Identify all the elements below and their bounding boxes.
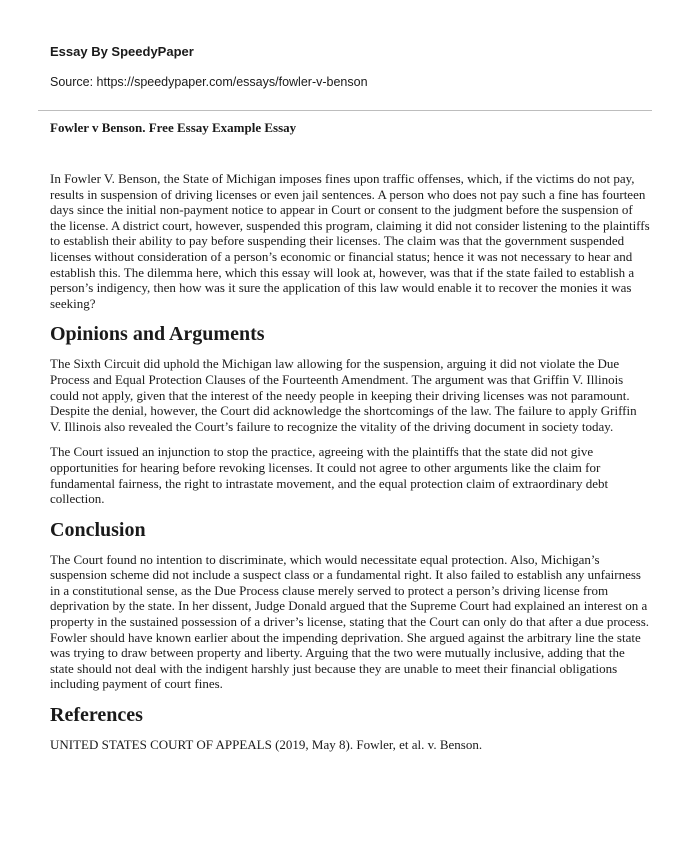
section-heading-opinions: Opinions and Arguments <box>50 323 265 346</box>
conclusion-paragraph: The Court found no intention to discriminate, which would necessitate equal protection. Also, Michigan’s suspension scheme did not include a suspect class or a fundamental right. It also failed to establish any unfairness in a constitutional sense, as the Due Process clause merely served to protect a person’s driving license from deprivation by the state. In her dissent, Judge Donald argued that the Supreme Court had explained an interest on a property in the sustained possession of a driver’s license, stating that the Court can only do that after a due process. Fowler should have known earlier about the impending deprivation. She argued against the arbitrary line the state was trying to draw between property and liberty. Arguing that the two were mutually inclusive, adding that the state should not deal with the indigent harshly just because they are unable to meet their financial obligations including payment of court fines. <box>50 551 650 692</box>
intro-paragraph: In Fowler V. Benson, the State of Michigan imposes fines upon traffic offenses, which, if the victims do not pay, results in suspension of driving licenses or even jail sentences. A person who does not pay such a fine has fourteen days since the initial non-payment notice to appear in Court or consent to the judgment before the suspension of the license. A district court, however, suspended this program, claiming it did not consider listening to the plaintiffs to establish their ability to pay before suspending their licenses. The claim was that the government suspended licenses without consideration of a person’s economic or financial status; hence it was not necessary to hear and establish this. The dilemma here, which this essay will look at, however, was that if the state failed to establish a person’s indigency, then how was it sure the application of this law would enable it to recover the monies it was seeking? <box>50 171 650 311</box>
document-header <box>50 44 650 90</box>
opinions-paragraph-1: The Sixth Circuit did uphold the Michigan law allowing for the suspension, arguing it did not violate the Due Process and Equal Protection Clauses of the Fourteenth Amendment. The argument was that Griffin V. Illinois could not apply, given that the interest of the needy people in keeping their driving licenses was not paramount. Despite the denial, however, the Court did acknowledge the shortcomings of the law. The failure to apply Griffin V. Illinois also revealed the Court’s failure to recognize the vitality of the driving document in society today. <box>50 356 637 434</box>
header-divider <box>38 110 652 111</box>
section-heading-references: References <box>50 704 143 727</box>
section-heading-conclusion: Conclusion <box>50 518 146 541</box>
site-title: Essay By SpeedyPaper <box>50 44 194 59</box>
opinions-paragraph-2: The Court issued an injunction to stop the practice, agreeing with the plaintiffs that the state did not give opportunities for hearing before revoking licenses. It could not agree to other arguments like the claim for fundamental fairness, the right to intrastate movement, and the equal protection claim of extraordinary debt collection. <box>50 444 609 507</box>
essay-body <box>50 171 650 763</box>
reference-item: UNITED STATES COURT OF APPEALS (2019, May 8). Fowler, et al. v. Benson. <box>50 737 483 753</box>
essay-title: Fowler v Benson. Free Essay Example Essay <box>50 120 297 135</box>
source-line: Source: https://speedypaper.com/essays/fowler-v-benson <box>50 75 368 89</box>
